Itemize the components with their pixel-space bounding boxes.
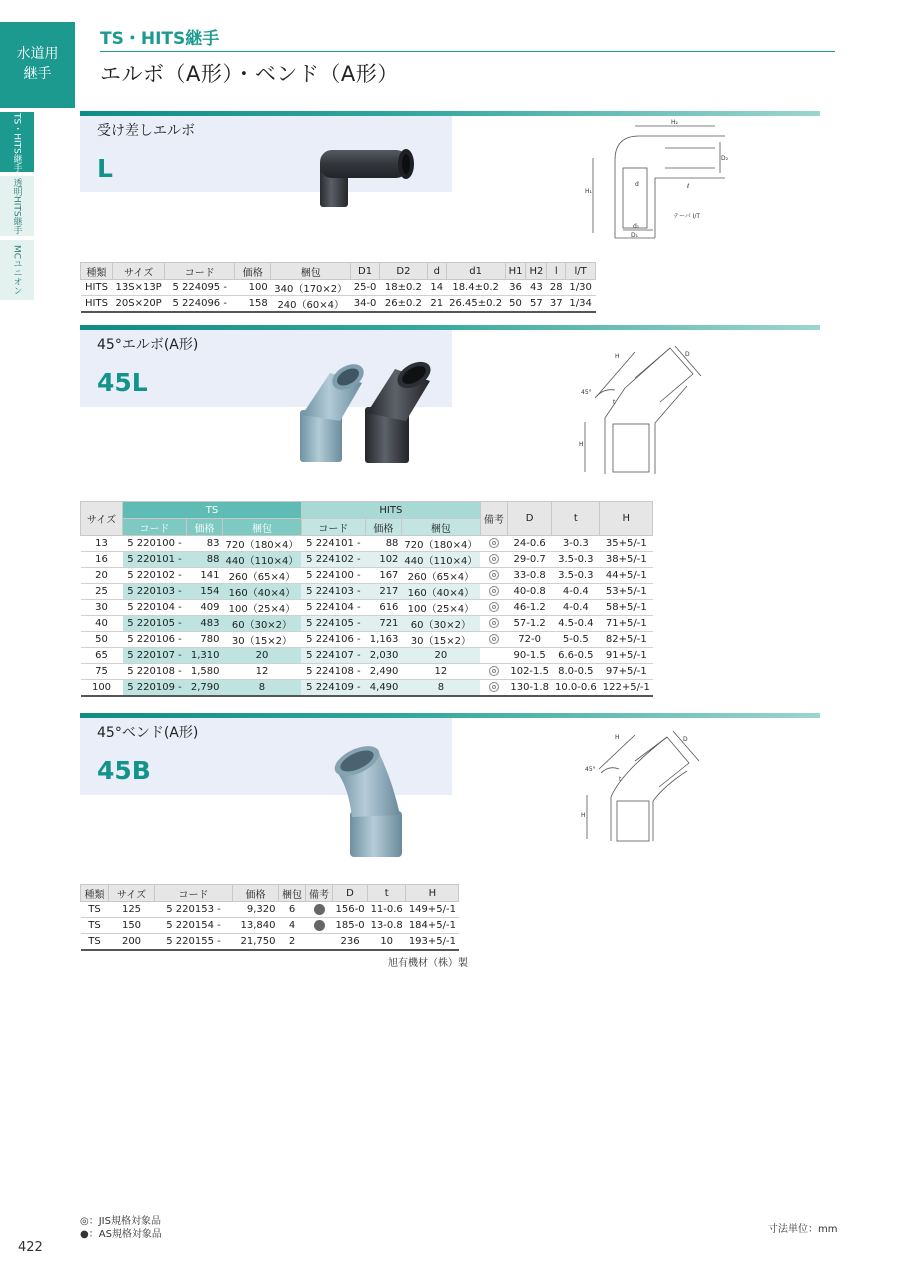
jis-mark-icon	[489, 666, 499, 676]
t2-cell-t: 4-0.4	[552, 584, 600, 600]
t1-cell: 1/34	[566, 296, 596, 313]
diagram-label-taper: テーパ I/T	[673, 213, 701, 220]
t2-cell-size: 100	[81, 680, 123, 696]
t3-header: 備考	[306, 885, 333, 902]
t2-cell-ts_pack: 30（15×2）	[223, 632, 302, 648]
side-tab-clear-hits[interactable]: 透明HITS継手	[0, 176, 34, 236]
t2-cell-D: 72-0	[507, 632, 552, 648]
table-row	[81, 600, 653, 616]
t1-cell: HITS	[81, 296, 113, 313]
t1-cell: 18.4±0.2	[446, 280, 505, 296]
table-row	[81, 934, 459, 950]
t1-cell: HITS	[81, 280, 113, 296]
diagram-label-d1: d₁	[633, 223, 640, 230]
t1-header: 種類	[81, 263, 113, 280]
t2-cell-ts_code: 5 220102 -	[123, 568, 187, 584]
t3-header: 梱包	[279, 885, 306, 902]
t2-cell-ts_code: 5 220103 -	[123, 584, 187, 600]
t2-cell-D: 57-1.2	[507, 616, 552, 632]
t2-cell-h_pack: 440（110×4）	[401, 552, 480, 568]
section-code-45l: 45L	[97, 368, 148, 397]
t2-cell-size: 65	[81, 648, 123, 664]
t3-cell-D: 185-0	[333, 918, 368, 934]
t1-cell: 5 224095 -	[165, 280, 235, 296]
t2-cell-ts_price: 154	[187, 584, 223, 600]
t2-cell-h_pack: 30（15×2）	[401, 632, 480, 648]
t3-cell-code: 5 220154 -	[155, 918, 233, 934]
t2-cell-h_pack: 720（180×4）	[401, 536, 480, 552]
t2-cell-h_pack: 20	[401, 648, 480, 664]
t2-cell-D: 46-1.2	[507, 600, 552, 616]
t3-header: t	[368, 885, 406, 902]
legend-as: ●：AS規格対象品	[80, 1229, 162, 1240]
product-photo-45b	[320, 745, 420, 863]
t3-cell-H: 193+5/-1	[406, 934, 459, 950]
t2-cell-ts_price: 409	[187, 600, 223, 616]
t1-cell: 26.45±0.2	[446, 296, 505, 313]
section-code-l: L	[97, 154, 113, 183]
maker-note: 旭有機材（株）製	[388, 958, 468, 969]
t3-cell-type: TS	[81, 902, 109, 918]
t2-cell-D: 90-1.5	[507, 648, 552, 664]
t3-header: 価格	[233, 885, 279, 902]
t2-cell-ts_code: 5 220105 -	[123, 616, 187, 632]
title-rule	[100, 51, 835, 52]
spec-table-45b	[80, 884, 459, 951]
t3-cell-price: 9,320	[233, 902, 279, 918]
t2-cell-D: 29-0.7	[507, 552, 552, 568]
t3-cell-price: 21,750	[233, 934, 279, 950]
t2-cell-h_code: 5 224106 -	[301, 632, 365, 648]
t2-cell-h_code: 5 224108 -	[301, 664, 365, 680]
t2-cell-ts_code: 5 220100 -	[123, 536, 187, 552]
t2-cell-h_pack: 260（65×4）	[401, 568, 480, 584]
t2-cell-t: 5-0.5	[552, 632, 600, 648]
t2-cell-mark	[480, 552, 507, 568]
t2-cell-ts_pack: 8	[223, 680, 302, 696]
t2-cell-ts_pack: 12	[223, 664, 302, 680]
t2-cell-D: 33-0.8	[507, 568, 552, 584]
table-row	[81, 902, 459, 918]
t2-head-hits: HITS	[301, 502, 480, 519]
t2-head-t: t	[552, 502, 600, 536]
t2-cell-ts_price: 483	[187, 616, 223, 632]
t2-cell-ts_price: 2,790	[187, 680, 223, 696]
t2-cell-ts_price: 88	[187, 552, 223, 568]
diagram-l	[575, 118, 729, 246]
t2-cell-ts_code: 5 220101 -	[123, 552, 187, 568]
t2-cell-h_pack: 12	[401, 664, 480, 680]
side-tab-ts-hits[interactable]: TS・HITS継手	[0, 112, 34, 172]
t1-cell: 100	[235, 280, 271, 296]
t2-cell-h_code: 5 224103 -	[301, 584, 365, 600]
t2-cell-ts_pack: 20	[223, 648, 302, 664]
category-line2: 継手	[23, 66, 52, 82]
t3-cell-H: 149+5/-1	[406, 902, 459, 918]
t2-cell-ts_price: 83	[187, 536, 223, 552]
t2-cell-h_code: 5 224101 -	[301, 536, 365, 552]
t2-cell-t: 3-0.3	[552, 536, 600, 552]
t1-cell: 36	[505, 280, 526, 296]
t2-cell-size: 30	[81, 600, 123, 616]
t2-cell-h_code: 5 224107 -	[301, 648, 365, 664]
t2-cell-mark	[480, 584, 507, 600]
product-photo-45l	[290, 355, 445, 470]
t2-cell-h_code: 5 224104 -	[301, 600, 365, 616]
table-row	[81, 536, 653, 552]
t1-cell: 28	[547, 280, 566, 296]
t2-cell-ts_code: 5 220109 -	[123, 680, 187, 696]
t1-header: 梱包	[271, 263, 351, 280]
t1-cell: 340（170×2）	[271, 280, 351, 296]
diagram-45l-label-t: t	[613, 399, 616, 406]
t3-cell-type: TS	[81, 934, 109, 950]
t2-cell-H: 44+5/-1	[600, 568, 653, 584]
t2-cell-h_code: 5 224102 -	[301, 552, 365, 568]
t3-cell-mark	[306, 902, 333, 918]
t2-cell-ts_pack: 720（180×4）	[223, 536, 302, 552]
t2-cell-h_code: 5 224109 -	[301, 680, 365, 696]
t3-cell-code: 5 220153 -	[155, 902, 233, 918]
t2-cell-ts_price: 1,310	[187, 648, 223, 664]
t2-cell-mark	[480, 664, 507, 680]
t2-cell-H: 91+5/-1	[600, 648, 653, 664]
t1-cell: 34-0	[351, 296, 380, 313]
t2-head-ts: TS	[123, 502, 302, 519]
t2-cell-t: 4-0.4	[552, 600, 600, 616]
t2-cell-H: 38+5/-1	[600, 552, 653, 568]
diagram-45b-label-d: D	[683, 736, 688, 743]
t1-cell: 240（60×4）	[271, 296, 351, 313]
t2-cell-mark	[480, 632, 507, 648]
t2-sub-ts-pack: 梱包	[223, 519, 302, 536]
diagram-45l-label-h: H	[579, 441, 584, 448]
unit-note: 寸法単位：mm	[768, 1224, 838, 1235]
t3-cell-price: 13,840	[233, 918, 279, 934]
t2-cell-D: 24-0.6	[507, 536, 552, 552]
t3-cell-mark	[306, 934, 333, 950]
t3-cell-t: 10	[368, 934, 406, 950]
t2-cell-t: 8.0-0.5	[552, 664, 600, 680]
t2-cell-ts_pack: 160（40×4）	[223, 584, 302, 600]
page-title: エルボ（A形）・ベンド（A形）	[100, 62, 399, 86]
diagram-45l	[575, 338, 705, 478]
diagram-45l-label-d: D	[685, 351, 690, 358]
t3-cell-size: 150	[109, 918, 155, 934]
t3-cell-pack: 2	[279, 934, 306, 950]
t1-cell: 13S×13P	[113, 280, 165, 296]
diagram-label-h2: H₂	[671, 119, 678, 126]
t2-cell-t: 4.5-0.4	[552, 616, 600, 632]
diagram-label-d2: D₂	[721, 155, 729, 162]
t2-cell-H: 82+5/-1	[600, 632, 653, 648]
table-row	[81, 568, 653, 584]
t3-cell-D: 156-0	[333, 902, 368, 918]
t2-cell-h_pack: 100（25×4）	[401, 600, 480, 616]
table-row	[81, 680, 653, 696]
t2-sub-ts-price: 価格	[187, 519, 223, 536]
t2-cell-H: 35+5/-1	[600, 536, 653, 552]
t3-cell-code: 5 220155 -	[155, 934, 233, 950]
jis-mark-icon	[489, 602, 499, 612]
t2-cell-H: 71+5/-1	[600, 616, 653, 632]
t3-header: サイズ	[109, 885, 155, 902]
t2-cell-ts_price: 141	[187, 568, 223, 584]
table-row	[81, 552, 653, 568]
t2-cell-ts_price: 1,580	[187, 664, 223, 680]
t2-head-size: サイズ	[81, 502, 123, 536]
t2-cell-mark	[480, 616, 507, 632]
t3-header: 種類	[81, 885, 109, 902]
table-row	[81, 296, 596, 313]
diagram-45b-label-h: H	[581, 812, 586, 819]
t2-cell-h_price: 616	[365, 600, 401, 616]
t2-cell-size: 50	[81, 632, 123, 648]
t1-cell: 43	[526, 280, 547, 296]
t2-cell-size: 16	[81, 552, 123, 568]
diagram-label-d: d	[635, 181, 639, 188]
jis-mark-icon	[489, 554, 499, 564]
t1-cell: 57	[526, 296, 547, 313]
t3-cell-pack: 4	[279, 918, 306, 934]
t2-cell-size: 75	[81, 664, 123, 680]
as-mark-icon	[314, 920, 325, 931]
diagram-45b-label-angle: 45°	[585, 766, 596, 773]
t2-sub-ts-code: コード	[123, 519, 187, 536]
t1-cell: 18±0.2	[379, 280, 427, 296]
diagram-45b-label-t: t	[619, 776, 622, 783]
table-row	[81, 648, 653, 664]
t2-cell-h_code: 5 224105 -	[301, 616, 365, 632]
t2-cell-H: 53+5/-1	[600, 584, 653, 600]
t1-header: H2	[526, 263, 547, 280]
t1-header: 価格	[235, 263, 271, 280]
t2-cell-t: 6.6-0.5	[552, 648, 600, 664]
t2-cell-ts_code: 5 220106 -	[123, 632, 187, 648]
t3-cell-t: 13-0.8	[368, 918, 406, 934]
t2-cell-h_pack: 160（40×4）	[401, 584, 480, 600]
t2-cell-mark	[480, 648, 507, 664]
t2-cell-size: 13	[81, 536, 123, 552]
t2-cell-ts_code: 5 220104 -	[123, 600, 187, 616]
jis-mark-icon	[489, 618, 499, 628]
t3-cell-size: 125	[109, 902, 155, 918]
t2-cell-h_price: 88	[365, 536, 401, 552]
category-line1: 水道用	[16, 46, 59, 62]
t2-cell-H: 58+5/-1	[600, 600, 653, 616]
diagram-45b-label-h2: H	[615, 734, 620, 741]
table-row	[81, 664, 653, 680]
section-name-45l: 45°エルボ(A形)	[97, 337, 199, 353]
table-row	[81, 632, 653, 648]
t1-cell: 25-0	[351, 280, 380, 296]
t2-cell-ts_pack: 260（65×4）	[223, 568, 302, 584]
t2-head-note: 備考	[480, 502, 507, 536]
t2-cell-H: 122+5/-1	[600, 680, 653, 696]
t2-cell-h_price: 167	[365, 568, 401, 584]
t3-cell-size: 200	[109, 934, 155, 950]
t1-header: l	[547, 263, 566, 280]
t3-cell-t: 11-0.6	[368, 902, 406, 918]
t2-cell-mark	[480, 568, 507, 584]
t2-cell-ts_code: 5 220107 -	[123, 648, 187, 664]
t2-cell-ts_code: 5 220108 -	[123, 664, 187, 680]
t3-cell-D: 236	[333, 934, 368, 950]
as-mark-icon	[314, 904, 325, 915]
t2-cell-h_price: 217	[365, 584, 401, 600]
t2-sub-h-code: コード	[301, 519, 365, 536]
t2-cell-mark	[480, 536, 507, 552]
diagram-45l-label-h2: H	[615, 353, 620, 360]
t1-cell: 20S×20P	[113, 296, 165, 313]
jis-mark-icon	[489, 634, 499, 644]
t2-cell-h_price: 2,030	[365, 648, 401, 664]
t2-cell-h_pack: 8	[401, 680, 480, 696]
t2-sub-h-price: 価格	[365, 519, 401, 536]
section-name-45b: 45°ベンド(A形)	[97, 725, 199, 741]
t2-cell-ts_pack: 440（110×4）	[223, 552, 302, 568]
t2-cell-D: 130-1.8	[507, 680, 552, 696]
t2-cell-ts_pack: 60（30×2）	[223, 616, 302, 632]
t3-cell-mark	[306, 918, 333, 934]
jis-mark-icon	[489, 570, 499, 580]
side-tab-mc-union[interactable]: MCユニオン	[0, 240, 34, 300]
diagram-45b	[575, 725, 705, 845]
table-row	[81, 918, 459, 934]
spec-table-45l	[80, 501, 653, 697]
t2-cell-h_price: 2,490	[365, 664, 401, 680]
t1-header: d	[427, 263, 446, 280]
diagram-45l-label-angle: 45°	[581, 389, 592, 396]
t2-cell-size: 20	[81, 568, 123, 584]
diagram-label-l: ℓ	[687, 183, 690, 190]
table-row	[81, 616, 653, 632]
t2-cell-size: 40	[81, 616, 123, 632]
t1-cell: 37	[547, 296, 566, 313]
t3-cell-H: 184+5/-1	[406, 918, 459, 934]
t2-cell-h_price: 1,163	[365, 632, 401, 648]
spec-table-l	[80, 262, 596, 313]
section-name-l: 受け差しエルボ	[97, 123, 195, 139]
t2-head-H: H	[600, 502, 653, 536]
t2-sub-h-pack: 梱包	[401, 519, 480, 536]
table-row	[81, 280, 596, 296]
jis-mark-icon	[489, 586, 499, 596]
t2-cell-h_price: 102	[365, 552, 401, 568]
t1-header: H1	[505, 263, 526, 280]
t2-cell-h_code: 5 224100 -	[301, 568, 365, 584]
t1-cell: 50	[505, 296, 526, 313]
section-code-45b: 45B	[97, 756, 151, 785]
t3-header: D	[333, 885, 368, 902]
t3-cell-type: TS	[81, 918, 109, 934]
t1-header: コード	[165, 263, 235, 280]
t1-cell: 14	[427, 280, 446, 296]
t1-cell: 1/30	[566, 280, 596, 296]
t2-cell-t: 3.5-0.3	[552, 568, 600, 584]
t2-head-D: D	[507, 502, 552, 536]
category-block	[0, 22, 75, 108]
t2-cell-t: 10.0-0.6	[552, 680, 600, 696]
t3-header: コード	[155, 885, 233, 902]
diagram-label-h1: H₁	[585, 188, 592, 195]
t2-cell-size: 25	[81, 584, 123, 600]
t1-cell: 5 224096 -	[165, 296, 235, 313]
t2-cell-mark	[480, 600, 507, 616]
t2-cell-h_price: 721	[365, 616, 401, 632]
t2-cell-mark	[480, 680, 507, 696]
t1-cell: 158	[235, 296, 271, 313]
jis-mark-icon	[489, 538, 499, 548]
diagram-label-D1: D₁	[631, 232, 639, 239]
t2-cell-h_pack: 60（30×2）	[401, 616, 480, 632]
product-photo-l	[300, 140, 425, 210]
t1-header: d1	[446, 263, 505, 280]
t1-cell: 26±0.2	[379, 296, 427, 313]
t2-cell-t: 3.5-0.3	[552, 552, 600, 568]
t1-header: サイズ	[113, 263, 165, 280]
jis-mark-icon	[489, 682, 499, 692]
table-row	[81, 584, 653, 600]
t2-cell-D: 40-0.8	[507, 584, 552, 600]
t1-header: D2	[379, 263, 427, 280]
series-title: TS・HITS継手	[100, 29, 220, 49]
t2-cell-H: 97+5/-1	[600, 664, 653, 680]
t1-header: D1	[351, 263, 380, 280]
t3-header: H	[406, 885, 459, 902]
legend-jis: ◎：JIS規格対象品	[80, 1216, 161, 1227]
t2-cell-D: 102-1.5	[507, 664, 552, 680]
t2-cell-h_price: 4,490	[365, 680, 401, 696]
t2-cell-ts_pack: 100（25×4）	[223, 600, 302, 616]
t3-cell-pack: 6	[279, 902, 306, 918]
page-number: 422	[18, 1240, 43, 1255]
t2-cell-ts_price: 780	[187, 632, 223, 648]
t1-cell: 21	[427, 296, 446, 313]
t1-header: l/T	[566, 263, 596, 280]
